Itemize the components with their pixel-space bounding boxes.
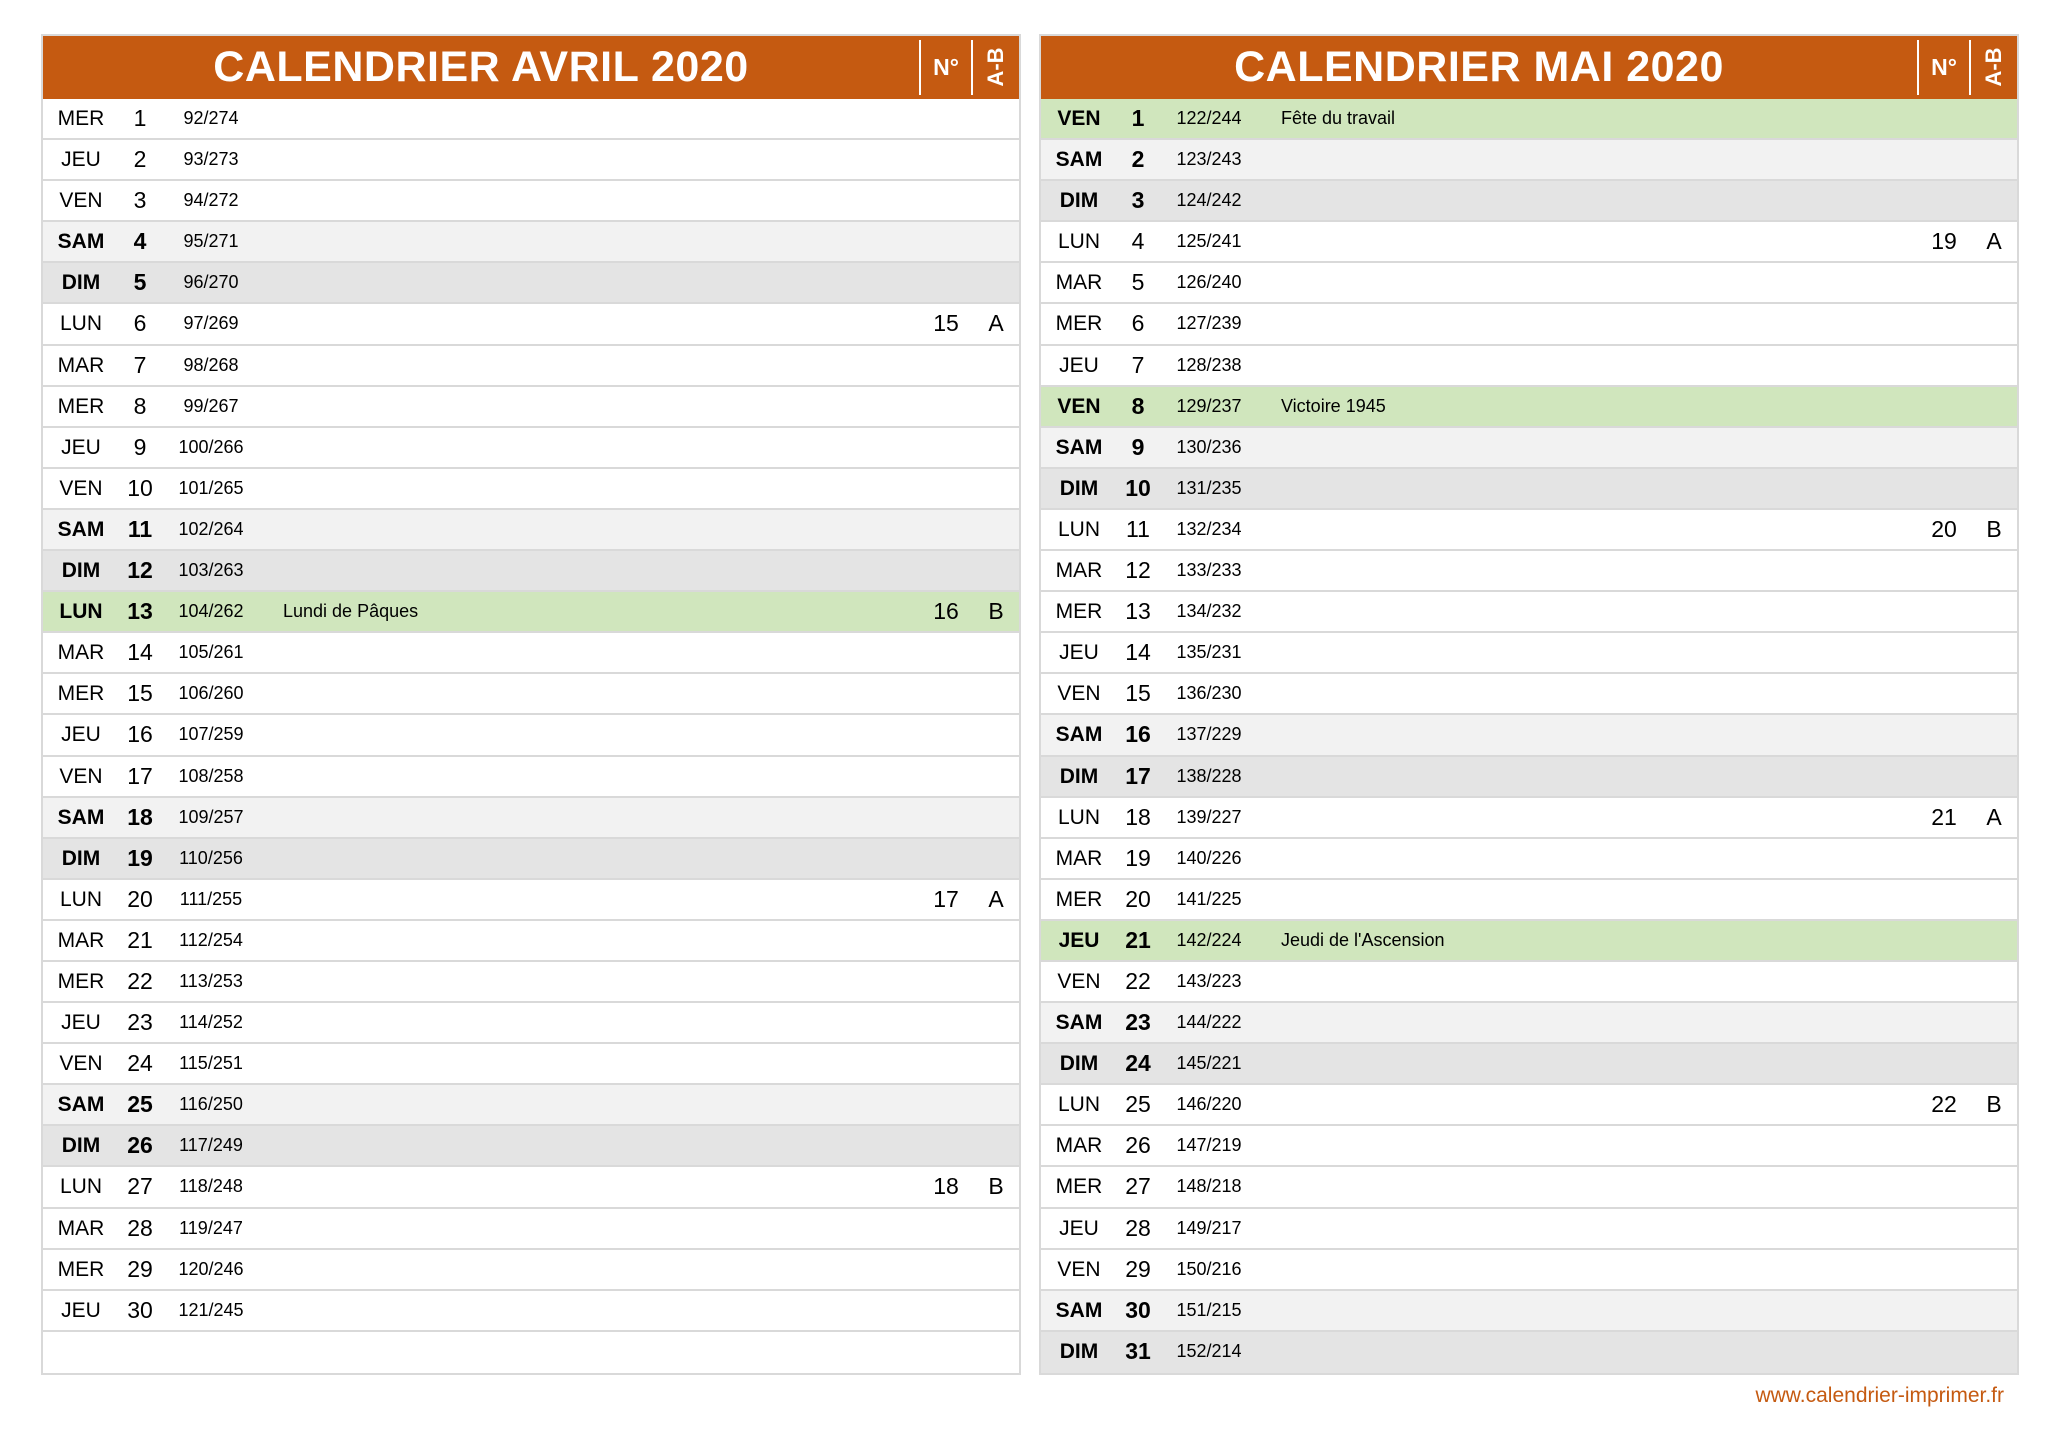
day-row — [43, 469, 1019, 510]
day-row — [1041, 1044, 2017, 1085]
day-of-year: 133/233 — [1176, 560, 1242, 581]
day-name: SAM — [1055, 435, 1103, 459]
day-of-year: 138/228 — [1176, 765, 1242, 786]
day-of-year: 126/240 — [1176, 272, 1242, 293]
week-number: 16 — [933, 598, 959, 625]
day-row — [1041, 674, 2017, 715]
day-name: DIM — [1059, 1052, 1099, 1076]
day-name: SAM — [57, 230, 105, 254]
day-rows — [1041, 99, 2017, 1373]
day-name: MAR — [57, 353, 105, 377]
day-row — [1041, 304, 2017, 345]
day-name: VEN — [1057, 969, 1101, 993]
day-number: 25 — [1125, 1091, 1151, 1118]
day-row — [1041, 633, 2017, 674]
day-number: 15 — [1125, 680, 1151, 707]
day-number: 6 — [133, 310, 147, 337]
day-row — [43, 962, 1019, 1003]
day-number: 4 — [1131, 228, 1145, 255]
week-number-header: N° — [1931, 54, 1957, 80]
day-row — [43, 551, 1019, 592]
day-name: MAR — [57, 928, 105, 952]
day-of-year: 120/246 — [178, 1258, 244, 1279]
day-name: DIM — [61, 271, 101, 295]
day-number: 13 — [1125, 598, 1151, 625]
day-name: MAR — [57, 641, 105, 665]
day-of-year: 137/229 — [1176, 724, 1242, 745]
day-name: DIM — [61, 559, 101, 583]
day-name: VEN — [1057, 682, 1101, 706]
day-row — [1041, 140, 2017, 181]
holiday-name: Jeudi de l'Ascension — [1281, 929, 1445, 950]
day-row — [43, 839, 1019, 880]
day-row — [1041, 1126, 2017, 1167]
day-row — [1041, 1209, 2017, 1250]
day-name: LUN — [1057, 230, 1100, 254]
day-number: 15 — [127, 680, 153, 707]
day-number: 20 — [1125, 885, 1151, 912]
day-number: 9 — [1131, 433, 1145, 460]
day-row — [1041, 346, 2017, 387]
day-of-year: 99/267 — [183, 395, 239, 416]
day-row — [43, 1167, 1019, 1208]
day-row — [43, 181, 1019, 222]
day-number: 8 — [133, 392, 147, 419]
day-name: MER — [57, 394, 105, 418]
day-of-year: 148/218 — [1176, 1176, 1242, 1197]
day-row — [1041, 880, 2017, 921]
holiday-name: Lundi de Pâques — [283, 601, 419, 622]
day-name: JEU — [61, 1011, 101, 1035]
day-of-year: 144/222 — [1176, 1012, 1242, 1033]
day-row — [43, 99, 1019, 140]
day-row — [43, 633, 1019, 674]
day-row — [43, 510, 1019, 551]
day-row — [1041, 839, 2017, 880]
day-name: SAM — [1055, 1298, 1103, 1322]
day-number: 1 — [1131, 105, 1145, 131]
week-ab: B — [1986, 515, 2002, 542]
holiday-name: Fête du travail — [1281, 108, 1396, 128]
header-divider — [971, 40, 973, 95]
day-number: 27 — [127, 1173, 153, 1200]
holiday-name: Victoire 1945 — [1281, 395, 1386, 416]
day-row — [43, 346, 1019, 387]
day-number: 26 — [127, 1132, 153, 1159]
day-number: 30 — [127, 1296, 153, 1323]
day-of-year: 106/260 — [178, 683, 244, 704]
day-number: 9 — [133, 433, 147, 460]
day-row — [43, 1044, 1019, 1085]
day-of-year: 132/234 — [1176, 518, 1242, 539]
day-of-year: 121/245 — [178, 1299, 244, 1320]
week-number: 22 — [1931, 1091, 1957, 1118]
day-row — [1041, 1003, 2017, 1044]
day-row — [1041, 181, 2017, 222]
day-row — [43, 1291, 1019, 1332]
day-of-year: 95/271 — [183, 231, 239, 252]
day-of-year: 92/274 — [183, 108, 239, 128]
day-name: SAM — [57, 1093, 105, 1117]
day-of-year: 140/226 — [1176, 847, 1242, 868]
week-ab: B — [1986, 1091, 2002, 1118]
day-row — [43, 1085, 1019, 1126]
day-name: LUN — [1057, 805, 1100, 829]
day-name: MER — [57, 969, 105, 993]
day-number: 22 — [127, 967, 153, 994]
day-number: 10 — [127, 474, 153, 501]
week-number: 19 — [1931, 228, 1957, 255]
calendar-title: CALENDRIER MAI 2020 — [1234, 43, 1724, 91]
day-name: JEU — [1059, 641, 1099, 665]
day-of-year: 103/263 — [178, 560, 244, 581]
day-of-year: 93/273 — [183, 149, 239, 170]
day-name: SAM — [57, 805, 105, 829]
day-row — [43, 263, 1019, 304]
day-number: 14 — [1125, 639, 1151, 666]
day-of-year: 109/257 — [178, 806, 244, 827]
day-row — [1041, 222, 2017, 263]
day-name: VEN — [59, 764, 103, 788]
week-ab-header: A-B — [983, 47, 1008, 87]
day-of-year: 123/243 — [1176, 149, 1242, 170]
day-of-year: 98/268 — [183, 354, 239, 375]
day-number: 21 — [127, 926, 153, 953]
day-number: 25 — [127, 1091, 153, 1118]
day-name: JEU — [61, 723, 101, 747]
day-number: 14 — [127, 639, 153, 666]
week-number: 21 — [1931, 803, 1957, 830]
day-name: MER — [57, 682, 105, 706]
day-number: 22 — [1125, 967, 1151, 994]
day-number: 5 — [1131, 269, 1145, 296]
day-number: 12 — [1125, 557, 1151, 584]
day-number: 16 — [127, 721, 153, 748]
day-of-year: 96/270 — [183, 272, 239, 293]
day-of-year: 118/248 — [179, 1176, 243, 1197]
day-name: VEN — [1057, 394, 1101, 418]
day-of-year: 141/225 — [1176, 888, 1242, 909]
day-number: 7 — [133, 351, 147, 378]
day-number: 3 — [1131, 187, 1145, 214]
day-number: 19 — [127, 844, 153, 871]
day-name: SAM — [1055, 1011, 1103, 1035]
day-name: MER — [1055, 600, 1103, 624]
holiday-row — [1041, 387, 2017, 428]
day-number: 2 — [133, 146, 147, 173]
day-name: JEU — [61, 435, 101, 459]
day-number: 30 — [1125, 1296, 1151, 1323]
day-name: DIM — [1059, 1339, 1099, 1363]
day-number: 12 — [127, 557, 153, 584]
week-number: 17 — [933, 885, 959, 912]
day-name: DIM — [61, 1134, 101, 1158]
holiday-row — [1041, 99, 2017, 140]
day-row — [43, 140, 1019, 181]
day-number: 1 — [133, 105, 147, 131]
day-name: SAM — [1055, 723, 1103, 747]
week-ab: A — [988, 310, 1004, 337]
day-of-year: 127/239 — [1176, 313, 1242, 334]
day-number: 11 — [127, 515, 153, 542]
day-number: 21 — [1125, 926, 1151, 953]
day-number: 13 — [127, 598, 153, 625]
day-of-year: 100/266 — [178, 436, 244, 457]
day-of-year: 136/230 — [1176, 683, 1242, 704]
week-ab: A — [1986, 803, 2002, 830]
day-name: VEN — [1057, 107, 1101, 130]
day-number: 31 — [1125, 1337, 1151, 1364]
day-name: VEN — [59, 476, 103, 500]
day-row — [1041, 1085, 2017, 1126]
day-of-year: 139/227 — [1176, 806, 1242, 827]
day-row — [1041, 1250, 2017, 1291]
day-number: 7 — [1131, 351, 1145, 378]
day-of-year: 104/262 — [178, 601, 244, 622]
day-of-year: 147/219 — [1176, 1135, 1242, 1156]
day-name: DIM — [61, 846, 101, 870]
day-row — [1041, 510, 2017, 551]
day-number: 23 — [1125, 1009, 1151, 1036]
day-name: DIM — [1059, 189, 1099, 213]
day-row — [1041, 1291, 2017, 1332]
day-number: 11 — [1126, 515, 1150, 542]
holiday-row — [1041, 921, 2017, 962]
week-number-header: N° — [933, 54, 959, 80]
day-of-year: 128/238 — [1176, 354, 1242, 375]
day-number: 24 — [127, 1050, 153, 1077]
day-number: 28 — [1125, 1214, 1151, 1241]
week-number: 15 — [933, 310, 959, 337]
day-of-year: 124/242 — [1176, 190, 1242, 211]
day-of-year: 134/232 — [1176, 601, 1242, 622]
day-name: JEU — [61, 1298, 101, 1322]
day-row — [43, 674, 1019, 715]
day-of-year: 135/231 — [1176, 642, 1242, 663]
day-number: 17 — [1125, 762, 1151, 789]
day-number: 6 — [1131, 310, 1145, 337]
day-name: LUN — [59, 312, 102, 336]
week-number: 18 — [933, 1173, 959, 1200]
day-name: MAR — [1055, 559, 1103, 583]
day-name: MER — [1055, 1175, 1103, 1199]
day-number: 8 — [1131, 392, 1145, 419]
day-number: 18 — [1125, 803, 1151, 830]
day-name: JEU — [1059, 353, 1099, 377]
day-number: 28 — [127, 1214, 153, 1241]
day-name: MAR — [1055, 846, 1103, 870]
day-row — [43, 921, 1019, 962]
day-number: 29 — [1125, 1255, 1151, 1282]
day-row — [1041, 798, 2017, 839]
day-of-year: 125/241 — [1176, 231, 1242, 252]
day-of-year: 150/216 — [1176, 1258, 1242, 1279]
day-name: MAR — [57, 1216, 105, 1240]
website-footer-link[interactable]: www.calendrier-imprimer.fr — [1755, 1384, 2004, 1407]
day-row — [1041, 962, 2017, 1003]
holiday-row — [43, 592, 1019, 633]
day-name: LUN — [59, 1175, 102, 1199]
day-of-year: 114/252 — [179, 1012, 243, 1033]
day-of-year: 117/249 — [179, 1135, 243, 1156]
day-row — [43, 757, 1019, 798]
day-row — [43, 880, 1019, 921]
day-name: VEN — [1057, 1257, 1101, 1281]
week-ab-header: A-B — [1981, 47, 2006, 87]
header-divider — [1969, 40, 1971, 95]
day-of-year: 107/259 — [178, 724, 244, 745]
day-name: SAM — [1055, 148, 1103, 172]
day-row — [43, 1209, 1019, 1250]
day-name: MER — [1055, 887, 1103, 911]
day-name: SAM — [57, 517, 105, 541]
day-of-year: 97/269 — [183, 313, 239, 334]
day-name: LUN — [1057, 517, 1100, 541]
day-number: 29 — [127, 1255, 153, 1282]
day-number: 23 — [127, 1009, 153, 1036]
day-rows — [43, 99, 1019, 1373]
day-row — [43, 1126, 1019, 1167]
day-of-year: 129/237 — [1176, 395, 1242, 416]
day-row — [43, 428, 1019, 469]
day-number: 16 — [1125, 721, 1151, 748]
day-of-year: 101/265 — [178, 477, 244, 498]
day-number: 10 — [1125, 474, 1151, 501]
day-number: 2 — [1131, 146, 1145, 173]
day-number: 20 — [127, 885, 153, 912]
day-number: 3 — [133, 187, 147, 214]
day-number: 19 — [1125, 844, 1151, 871]
day-row — [43, 715, 1019, 756]
day-row — [1041, 263, 2017, 304]
day-of-year: 112/254 — [179, 929, 243, 950]
day-number: 18 — [127, 803, 153, 830]
day-of-year: 110/256 — [179, 847, 243, 868]
calendar-header — [43, 36, 1019, 99]
day-row — [43, 387, 1019, 428]
day-name: LUN — [1057, 1093, 1100, 1117]
day-name: DIM — [1059, 764, 1099, 788]
day-row — [1041, 757, 2017, 798]
day-of-year: 119/247 — [179, 1217, 243, 1238]
day-name: JEU — [61, 148, 101, 172]
calendar-april — [41, 34, 1021, 1375]
day-row — [1041, 469, 2017, 510]
week-ab: B — [988, 598, 1004, 625]
day-number: 4 — [133, 228, 147, 255]
day-of-year: 131/235 — [1176, 477, 1242, 498]
day-of-year: 102/264 — [178, 518, 244, 539]
day-name: MAR — [1055, 1134, 1103, 1158]
day-row — [1041, 715, 2017, 756]
day-of-year: 111/255 — [179, 888, 243, 909]
day-name: MAR — [1055, 271, 1103, 295]
day-name: VEN — [59, 189, 103, 213]
day-of-year: 152/214 — [1176, 1340, 1242, 1361]
day-name: JEU — [1059, 1216, 1099, 1240]
day-row — [1041, 592, 2017, 633]
day-number: 17 — [127, 762, 153, 789]
day-number: 27 — [1125, 1173, 1151, 1200]
day-of-year: 108/258 — [178, 765, 244, 786]
day-row — [43, 304, 1019, 345]
day-of-year: 130/236 — [1176, 436, 1242, 457]
week-ab: A — [1986, 228, 2002, 255]
day-row — [43, 1332, 1019, 1373]
day-name: MER — [57, 107, 105, 130]
week-number: 20 — [1931, 515, 1957, 542]
day-of-year: 149/217 — [1176, 1217, 1242, 1238]
day-name: MER — [1055, 312, 1103, 336]
day-of-year: 146/220 — [1176, 1094, 1242, 1115]
day-name: LUN — [59, 600, 103, 624]
day-of-year: 94/272 — [183, 190, 239, 211]
day-of-year: 151/215 — [1176, 1299, 1242, 1320]
day-name: LUN — [59, 887, 102, 911]
calendar-title: CALENDRIER AVRIL 2020 — [213, 43, 749, 91]
day-of-year: 113/253 — [179, 970, 243, 991]
day-name: VEN — [59, 1052, 103, 1076]
day-row — [43, 798, 1019, 839]
week-ab: A — [988, 885, 1004, 912]
day-of-year: 115/251 — [179, 1053, 243, 1074]
day-row — [43, 222, 1019, 263]
day-row — [1041, 1332, 2017, 1373]
day-of-year: 116/250 — [179, 1094, 243, 1115]
day-name: MER — [57, 1257, 105, 1281]
week-ab: B — [988, 1173, 1004, 1200]
day-of-year: 143/223 — [1176, 970, 1242, 991]
day-number: 5 — [133, 269, 147, 296]
day-row — [1041, 428, 2017, 469]
day-of-year: 145/221 — [1176, 1053, 1242, 1074]
day-number: 26 — [1125, 1132, 1151, 1159]
day-row — [1041, 1167, 2017, 1208]
day-row — [43, 1250, 1019, 1291]
day-row — [1041, 551, 2017, 592]
day-of-year: 122/244 — [1176, 108, 1242, 128]
day-of-year: 105/261 — [178, 642, 244, 663]
day-number: 24 — [1125, 1050, 1151, 1077]
day-row — [43, 1003, 1019, 1044]
calendar-header — [1041, 36, 2017, 99]
day-name: DIM — [1059, 476, 1099, 500]
day-name: JEU — [1058, 928, 1100, 952]
calendar-may — [1039, 34, 2019, 1375]
day-of-year: 142/224 — [1176, 929, 1242, 950]
